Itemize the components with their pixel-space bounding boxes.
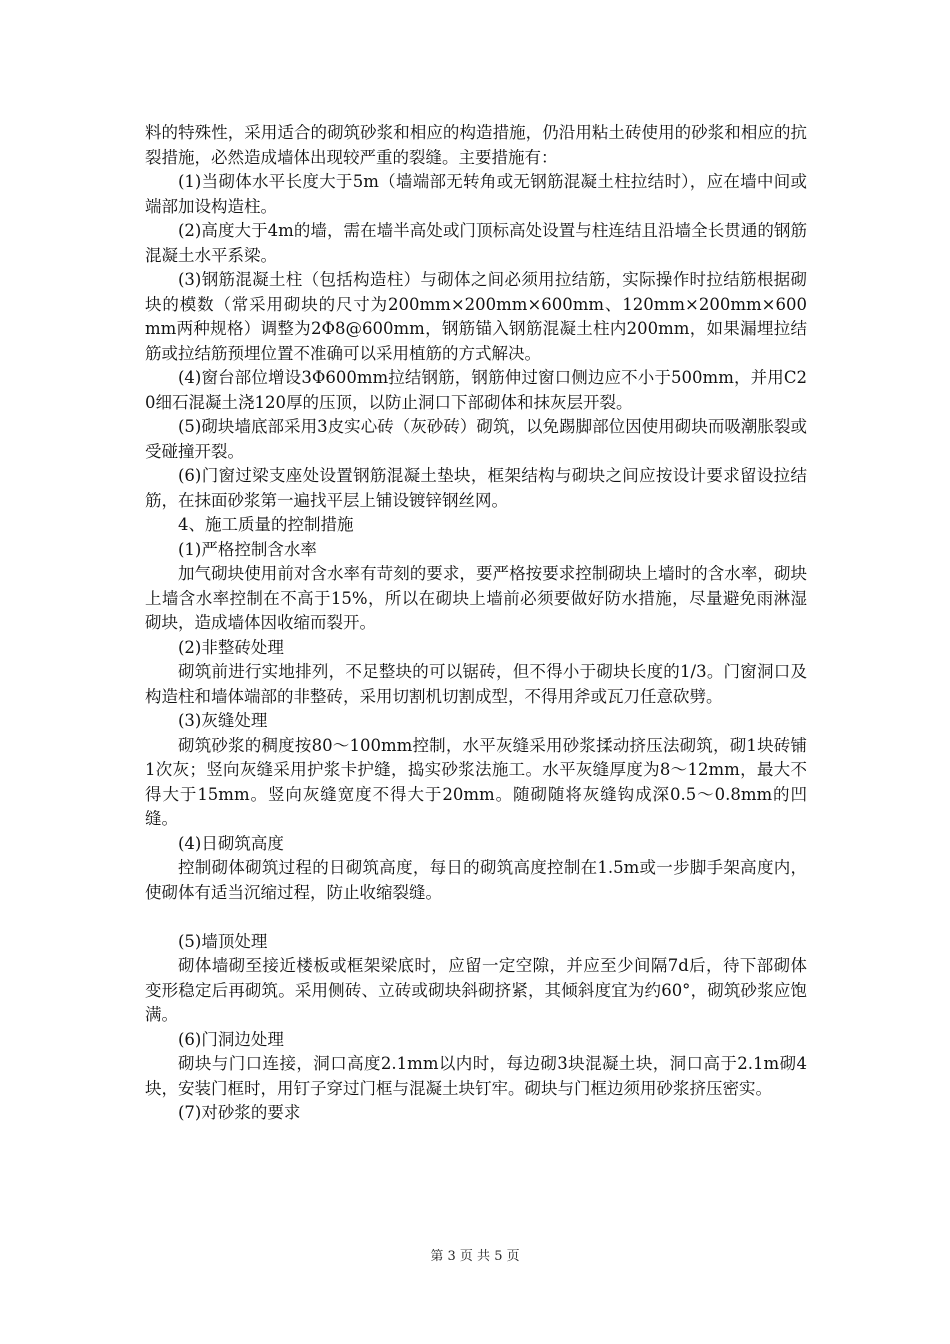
paragraph: (2)高度大于4m的墙，需在墙半高处或门顶标高处设置与柱连结且沿墙全长贯通的钢筋混凝土水平系梁。 bbox=[145, 221, 807, 265]
paragraph: 控制砌体砌筑过程的日砌筑高度，每日的砌筑高度控制在1.5m或一步脚手架高度内，使砌体有适当沉缩过程，防止收缩裂缝。 bbox=[145, 858, 807, 902]
paragraph: (6)门窗过梁支座处设置钢筋混凝土垫块，框架结构与砌块之间应按设计要求留设拉结筋，在抹面砂浆第一遍找平层上铺设镀锌钢丝网。 bbox=[145, 466, 807, 510]
paragraph: (1)当砌体水平长度大于5m（墙端部无转角或无钢筋混凝土柱拉结时），应在墙中间或端部加设构造柱。 bbox=[145, 172, 807, 216]
document-body bbox=[145, 121, 807, 1126]
paragraph: (5)墙顶处理 bbox=[178, 931, 268, 951]
blank-line bbox=[145, 905, 807, 930]
paragraph: (3)钢筋混凝土柱（包括构造柱）与砌体之间必须用拉结筋，实际操作时拉结筋根据砌块的模数（常采用砌块的尺寸为200mm×200mm×600mm、120mm×200mm×600mm两种规格）调整为2Φ8@600mm，钢筋锚入钢筋混凝土柱内200mm，如果漏埋拉结筋或拉结筋预埋位置不准确可以采用植筋的方式解决。 bbox=[145, 270, 807, 363]
paragraph: 砌筑前进行实地排列，不足整块的可以锯砖，但不得小于砌块长度的1/3。门窗洞口及构造柱和墙体端部的非整砖，采用切割机切割成型，不得用斧或瓦刀任意砍劈。 bbox=[145, 662, 807, 706]
paragraph: (4)窗台部位增设3Φ600mm拉结钢筋，钢筋伸过窗口侧边应不小于500mm，并用C20细石混凝土浇120厚的压顶，以防止洞口下部砌体和抹灰层开裂。 bbox=[145, 368, 807, 412]
paragraph: 加气砌块使用前对含水率有苛刻的要求，要严格按要求控制砌块上墙时的含水率，砌块上墙含水率控制在不高于15%，所以在砌块上墙前必须要做好防水措施，尽量避免雨淋湿砌块，造成墙体因收缩而裂开。 bbox=[145, 564, 807, 632]
paragraph: 4、施工质量的控制措施 bbox=[178, 515, 354, 534]
paragraph: (6)门洞边处理 bbox=[178, 1029, 284, 1049]
paragraph: 砌块与门口连接，洞口高度2.1mm以内时，每边砌3块混凝土块，洞口高于2.1m砌4块，安装门框时，用钉子穿过门框与混凝土块钉牢。砌块与门框边须用砂浆挤压密实。 bbox=[145, 1054, 807, 1098]
paragraph: (5)砌块墙底部采用3皮实心砖（灰砂砖）砌筑，以免踢脚部位因使用砌块而吸潮胀裂或受碰撞开裂。 bbox=[145, 417, 807, 461]
page-footer: 第 3 页 共 5 页 bbox=[430, 1249, 520, 1264]
paragraph: (1)严格控制含水率 bbox=[178, 539, 317, 559]
paragraph: (7)对砂浆的要求 bbox=[178, 1103, 301, 1122]
paragraph: 砌体墙砌至接近楼板或框架梁底时，应留一定空隙，并应至少间隔7d后，待下部砌体变形稳定后再砌筑。采用侧砖、立砖或砌块斜砌挤紧，其倾斜度宜为约60°，砌筑砂浆应饱满。 bbox=[145, 956, 807, 1024]
paragraph: 料的特殊性，采用适合的砌筑砂浆和相应的构造措施，仍沿用粘土砖使用的砂浆和相应的抗裂措施，必然造成墙体出现较严重的裂缝。主要措施有： bbox=[145, 123, 807, 167]
paragraph: (2)非整砖处理 bbox=[178, 637, 284, 657]
paragraph: (4)日砌筑高度 bbox=[178, 833, 284, 853]
paragraph: (3)灰缝处理 bbox=[178, 711, 268, 730]
paragraph: 砌筑砂浆的稠度按80～100mm控制，水平灰缝采用砂浆揉动挤压法砌筑，砌1块砖铺1次灰；竖向灰缝采用护浆卡护缝，捣实砂浆法施工。水平灰缝厚度为8～12mm，最大不得大于15mm。竖向灰缝宽度不得大于20mm。随砌随将灰缝钩成深0.5～0.8mm的凹缝。 bbox=[145, 735, 807, 828]
